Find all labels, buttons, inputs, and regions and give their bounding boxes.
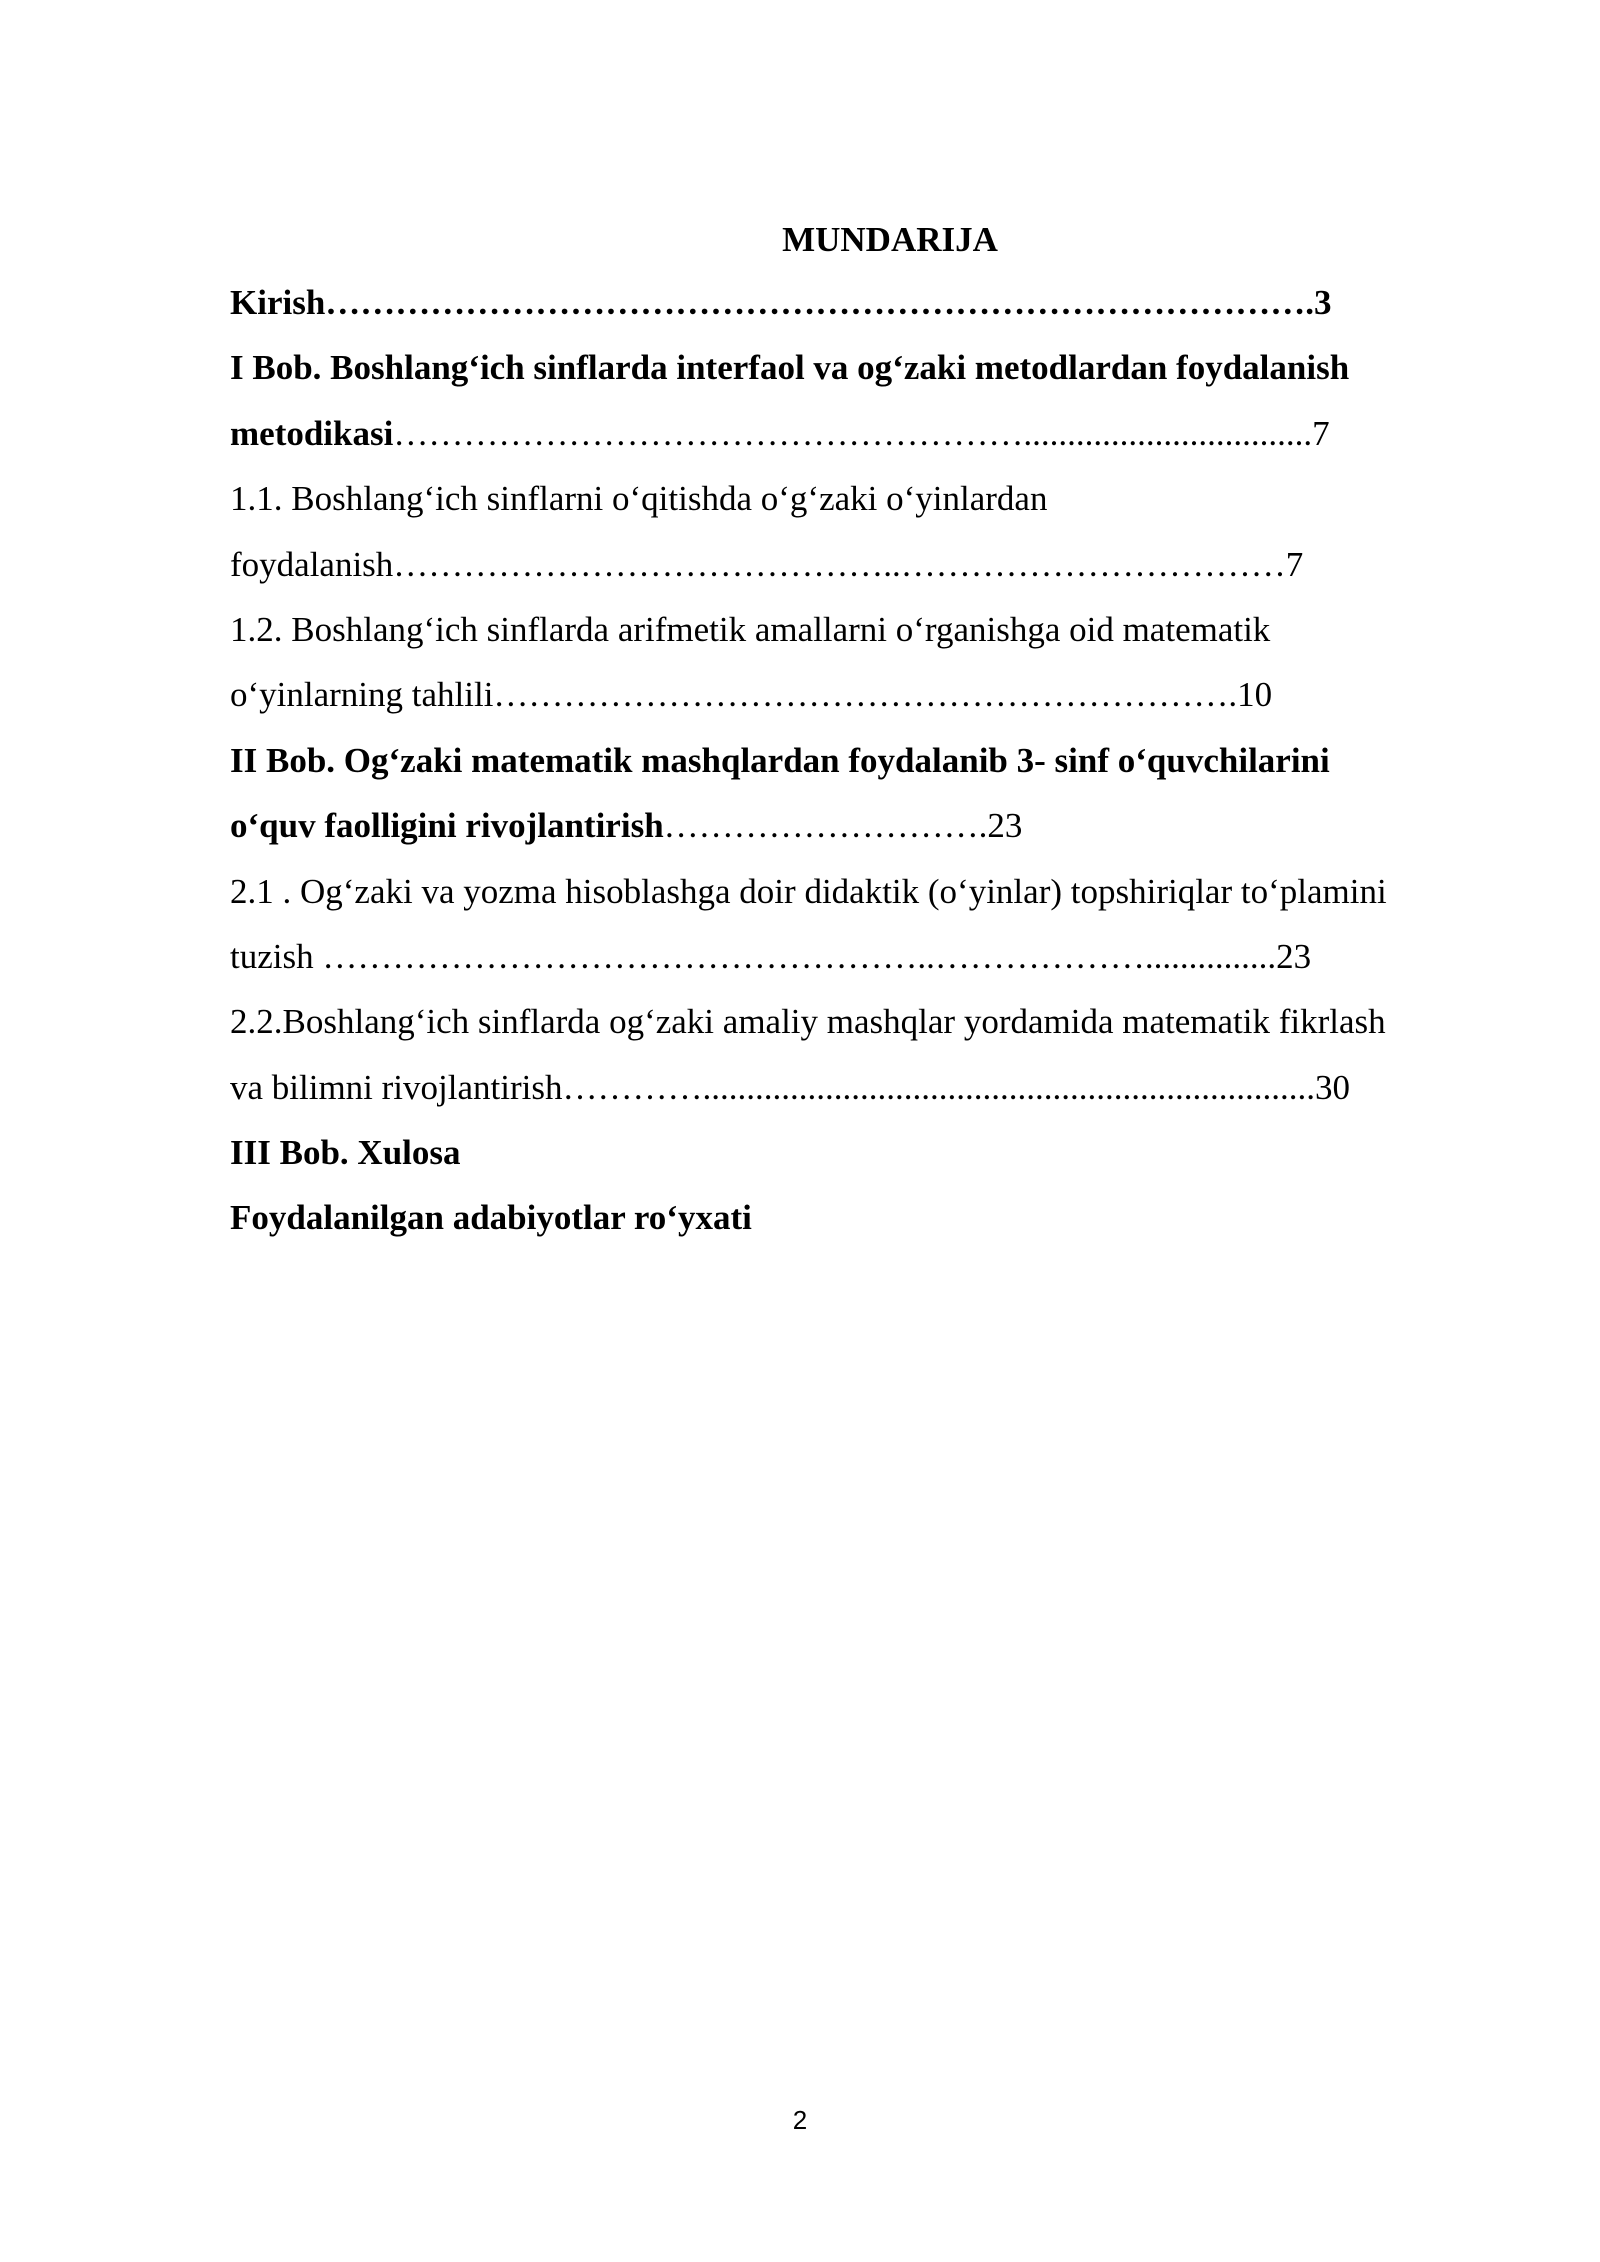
toc-section-1-1-title: 1.1. Boshlang‘ich sinflarni o‘qitishda o‘g‘zaki o‘yinlardan [230, 479, 1048, 519]
toc-references: Foydalanilgan adabiyotlar ro‘yxati [230, 1198, 752, 1238]
toc-chapter-2-title: II Bob. Og‘zaki matematik mashqlardan foydalanib 3- sinf o‘quvchilarini [230, 740, 1330, 780]
toc-section-1-1-continuation: foydalanish……………………………………..……………………………7 [230, 544, 1304, 584]
toc-entry-introduction: Kirish………………………………………………………………………….3 [230, 283, 1332, 322]
toc-section-2-1-continuation: tuzish ……………………………………………..………………...............23 [230, 936, 1312, 976]
toc-chapter-2-continuation [230, 793, 1490, 858]
toc-chapter-1-title: I Bob. Boshlang‘ich sinflarda interfaol va og‘zaki metodlardan foydalanish [230, 348, 1350, 388]
toc-section-2-1-title: 2.1 . Og‘zaki va yozma hisoblashga doir didaktik (o‘yinlar) topshiriqlar to‘plamini [230, 871, 1387, 911]
page-number: 2 [792, 2105, 808, 2135]
toc-chapter-2-leader: ……………………….23 [663, 806, 1023, 846]
toc-section-1-2-continuation: o‘yinlarning tahlili……………………………………………………….10 [230, 675, 1273, 715]
toc-section-2-2-title: 2.2.Boshlang‘ich sinflarda og‘zaki amaliy mashqlar yordamida matematik fikrlash [230, 1002, 1386, 1042]
toc-chapter-1-heading-tail: metodikasi [230, 413, 394, 453]
toc-section-1-2-title: 1.2. Boshlang‘ich sinflarda arifmetik amallarni o‘rganishga oid matematik [230, 609, 1271, 649]
toc-section-2-2-continuation: va bilimni rivojlantirish…………......................................................................30 [230, 1067, 1350, 1107]
toc-chapter-3-conclusion: III Bob. Xulosa [230, 1133, 461, 1173]
toc-chapter-2-heading-tail: o‘quv faolligini rivojlantirish [230, 806, 664, 846]
table-of-contents [230, 210, 1490, 1251]
toc-chapter-1-leader: ……………………………………………….................................7 [393, 413, 1330, 453]
toc-chapter-1-continuation [230, 401, 1490, 466]
toc-title: MUNDARIJA [782, 220, 998, 259]
